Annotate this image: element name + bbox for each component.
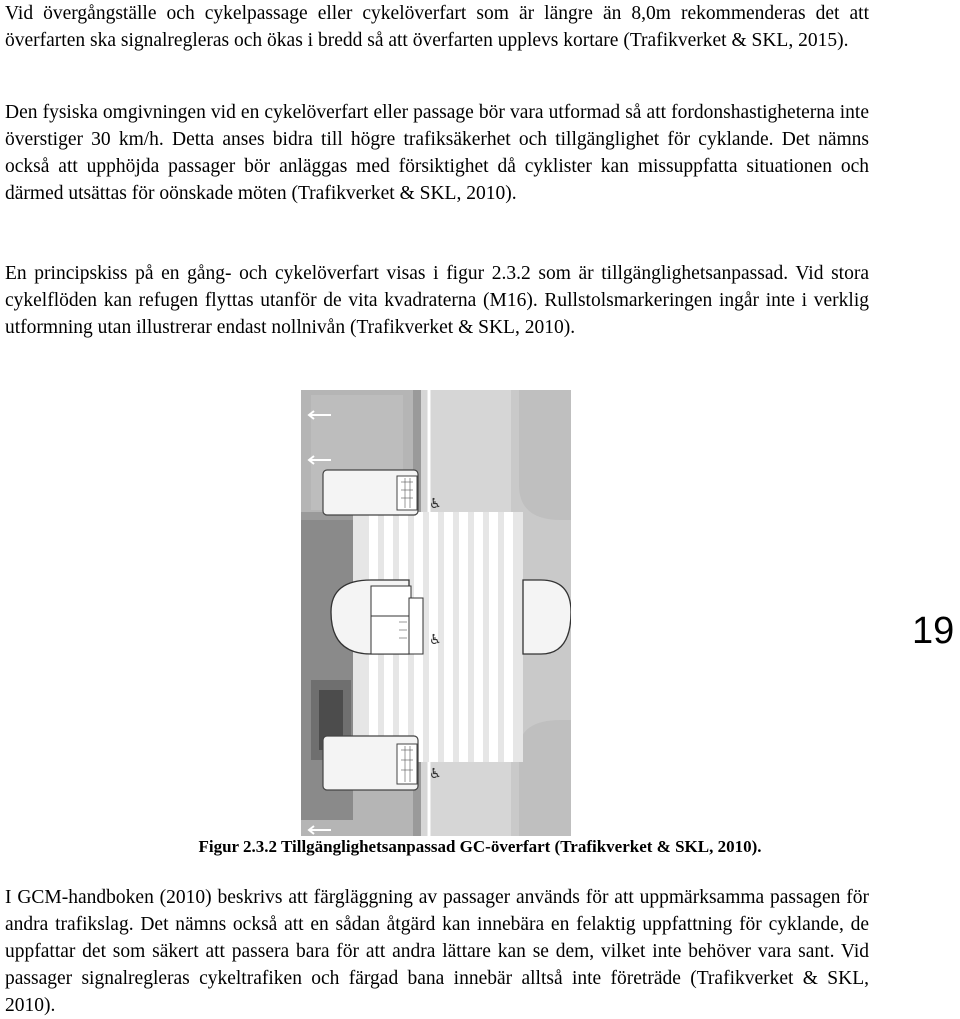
wheelchair-icon-top: ♿ xyxy=(429,496,442,512)
paragraph-3: En principskiss på en gång- och cykelöverfart visas i figur 2.3.2 som är tillgänglighetsanpassad. Vid stora cykelflöden kan refugen flyttas utanför de vita kvadraterna (M16). Rullstolsmarkeringen ingår inte i verklig utformning utan illustrerar endast nollnivån (Trafikverket & SKL, 2010). xyxy=(5,263,869,338)
wheelchair-icon-bottom: ♿ xyxy=(429,766,442,782)
crossing-diagram xyxy=(301,390,571,836)
page-number: 19 xyxy=(912,610,955,652)
m16-squares-bottom xyxy=(323,736,418,790)
figure-caption: Figur 2.3.2 Tillgänglighetsanpassad GC-överfart (Trafikverket & SKL, 2010). xyxy=(198,837,762,856)
paragraph-2: Den fysiska omgivningen vid en cykelöverfart eller passage bör vara utformad så att fordonshastigheterna inte överstiger 30 km/h. Detta anses bidra till högre trafiksäkerhet och tillgänglighet för cyklande. Det nämns också att upphöjda passager bör anläggas med försiktighet då cyklister kan missuppfatta situationen och därmed utsättas för oönskade möten (Trafikverket & SKL, 2010). xyxy=(5,102,869,204)
wheelchair-icon-middle: ♿ xyxy=(429,632,442,648)
paragraph-4: I GCM-handboken (2010) beskrivs att färgläggning av passager används för att uppmärksamma passagen för andra trafikslag. Det nämns också att en sådan åtgärd kan innebära en felaktig uppfattning för cyklande, de uppfattar det som säkert att passera bara för att andra lättare kan se dem, vilket inte behöver vara sant. Vid passager signalregleras cykeltrafiken och färgad bana innebär alltså inte företräde (Trafikverket & SKL, 2010). xyxy=(5,887,869,1016)
crossing-diagram-svg xyxy=(301,390,571,836)
m16-squares-top xyxy=(323,470,418,515)
paragraph-1: Vid övergångställe och cykelpassage eller cykelöverfart som är längre än 8,0m rekommenderas det att överfarten ska signalregleras och ökas i bredd så att överfarten upplevs kortare (Trafikverket & SKL, 2015). xyxy=(5,3,869,51)
bottom-right-kerb xyxy=(519,720,571,836)
top-right-kerb xyxy=(519,390,571,520)
